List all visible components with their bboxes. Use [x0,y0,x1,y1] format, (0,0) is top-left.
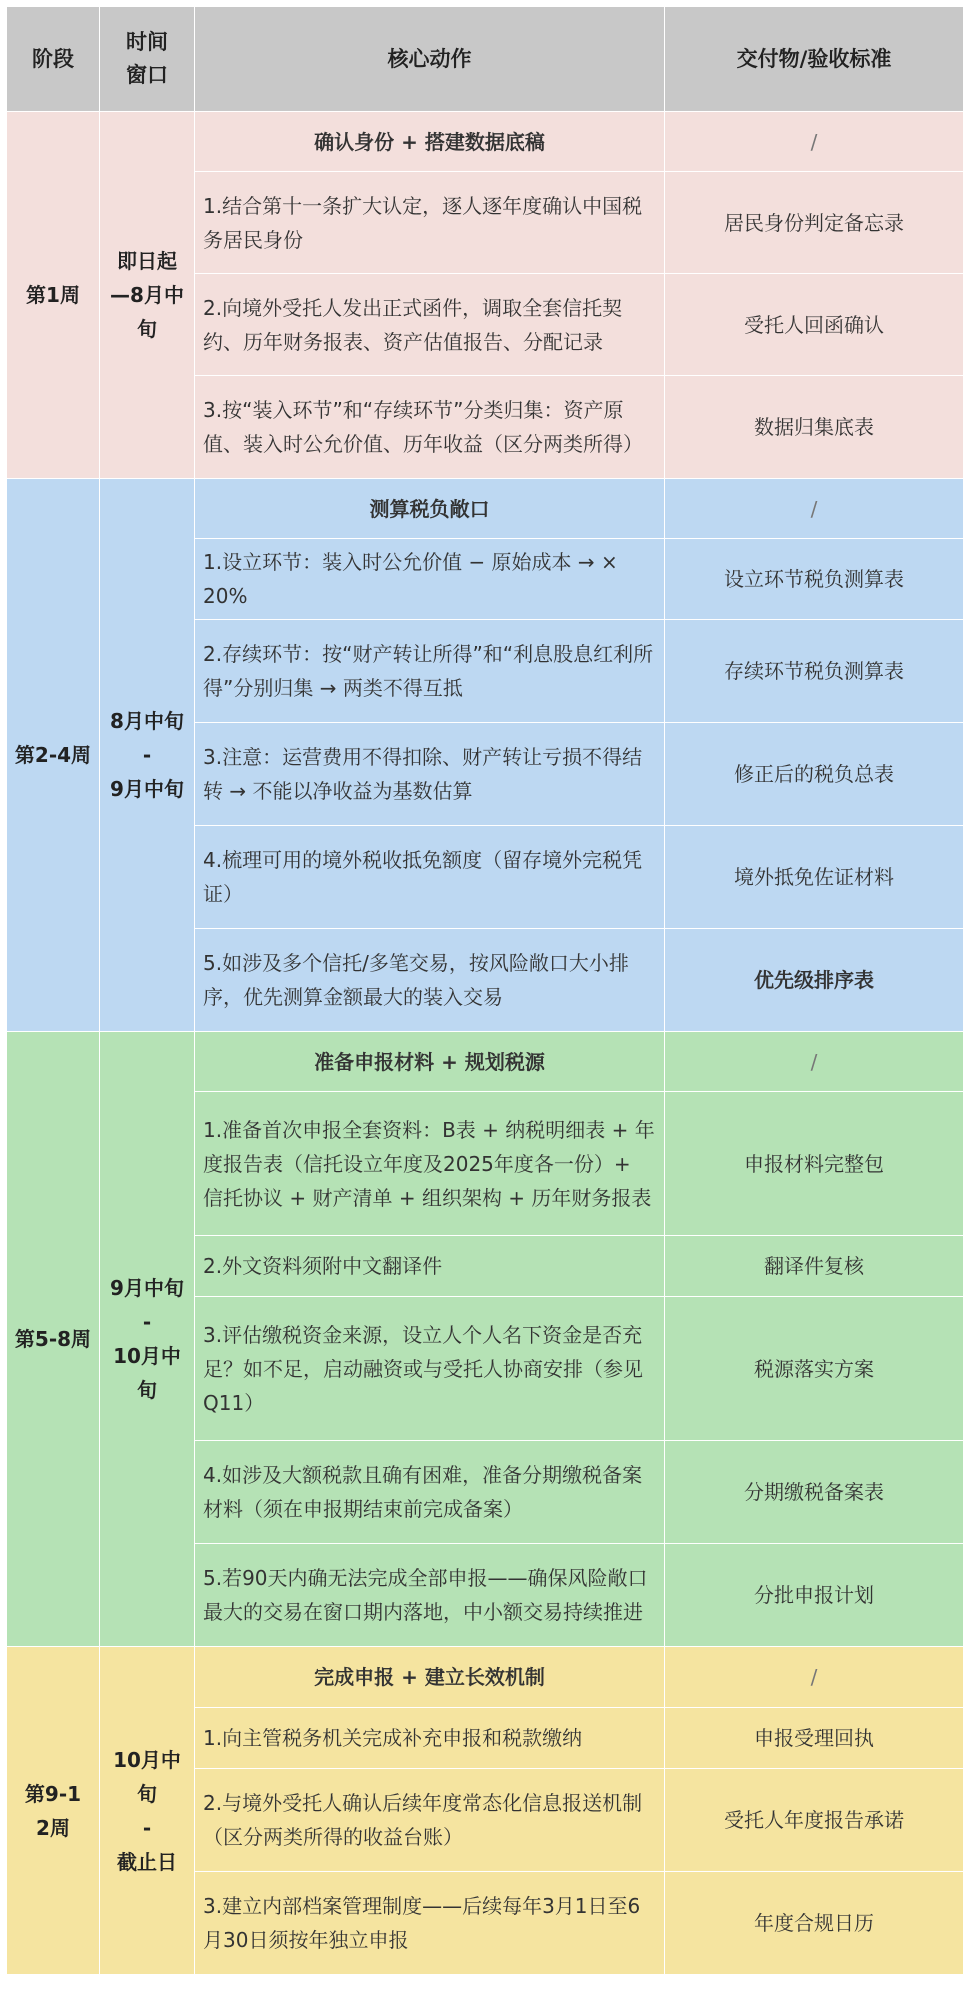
deliverable-cell: 设立环节税负测算表 [665,539,964,620]
action-cell: 2.存续环节：按“财产转让所得”和“利息股息红利所得”分别归集 → 两类不得互抵 [195,620,665,723]
action-cell: 1.准备首次申报全套资料：B表 + 纳税明细表 + 年度报告表（信托设立年度及2025年度各一份）+ 信托协议 + 财产清单 + 组织架构 + 历年财务报表 [195,1092,665,1236]
action-heading: 测算税负敞口 [195,479,665,539]
action-heading: 准备申报材料 + 规划税源 [195,1032,665,1092]
deliverable-cell: 申报材料完整包 [665,1092,964,1236]
action-cell: 1.向主管税务机关完成补充申报和税款缴纳 [195,1708,665,1769]
header-window-line1: 时间 [126,30,168,55]
deliverable-cell: 修正后的税负总表 [665,723,964,826]
deliverable-cell: 受托人年度报告承诺 [665,1769,964,1872]
deliverable-cell: 翻译件复核 [665,1236,964,1297]
deliverable-cell: 受托人回函确认 [665,274,964,376]
action-cell: 3.注意：运营费用不得扣除、财产转让亏损不得结转 → 不能以净收益为基数估算 [195,723,665,826]
action-cell: 1.结合第十一条扩大认定，逐人逐年度确认中国税务居民身份 [195,172,665,274]
table-body [7,112,964,1975]
table-header-row [7,7,964,112]
window-line: 10月中 [113,1747,181,1772]
header-action: 核心动作 [195,7,665,112]
window-cell [100,1032,195,1647]
header-window [100,7,195,112]
table-row [7,1032,964,1092]
stage-cell: 第1周 [7,112,100,479]
deliverable-cell: / [665,1647,964,1708]
window-line: —8月中 [110,283,184,307]
window-line: 10月中 [113,1344,181,1368]
stage-cell [7,1647,100,1975]
deliverable-cell: 优先级排序表 [665,929,964,1032]
action-cell: 3.建立内部档案管理制度——后续每年3月1日至6月30日须按年独立申报 [195,1872,665,1975]
deliverable-cell: 年度合规日历 [665,1872,964,1975]
header-stage: 阶段 [7,7,100,112]
action-cell: 3.按“装入环节”和“存续环节”分类归集：资产原值、装入时公允价值、历年收益（区分两类所得） [195,376,665,479]
table-row [7,479,964,539]
deliverable-cell: 税源落实方案 [665,1297,964,1441]
deliverable-cell: 申报受理回执 [665,1708,964,1769]
window-line: - [142,1310,152,1334]
window-cell [100,479,195,1032]
deliverable-cell: 数据归集底表 [665,376,964,479]
window-line: 即日起 [117,249,177,273]
deliverable-cell: / [665,479,964,539]
window-line: 9月中旬 [110,777,184,801]
action-cell: 3.评估缴税资金来源，设立人个人名下资金是否充足？如不足，启动融资或与受托人协商安排（参见Q11） [195,1297,665,1441]
action-cell: 2.外文资料须附中文翻译件 [195,1236,665,1297]
deliverable-cell: 分批申报计划 [665,1544,964,1647]
deliverable-cell: / [665,112,964,172]
window-line: - [142,743,152,767]
table-row [7,1647,964,1708]
action-cell: 5.如涉及多个信托/多笔交易，按风险敞口大小排序，优先测算金额最大的装入交易 [195,929,665,1032]
action-cell: 2.与境外受托人确认后续年度常态化信息报送机制（区分两类所得的收益台账） [195,1769,665,1872]
action-cell: 1.设立环节：装入时公允价值 − 原始成本 → × 20% [195,539,665,620]
action-cell: 4.梳理可用的境外税收抵免额度（留存境外完税凭证） [195,826,665,929]
action-cell: 5.若90天内确无法完成全部申报——确保风险敞口最大的交易在窗口期内落地，中小额交易持续推进 [195,1544,665,1647]
window-cell [100,112,195,479]
stage-cell: 第2-4周 [7,479,100,1032]
window-cell [100,1647,195,1975]
deliverable-cell: 存续环节税负测算表 [665,620,964,723]
window-line: 旬 [137,1378,157,1402]
window-line: 9月中旬 [110,1276,184,1300]
action-heading: 确认身份 + 搭建数据底稿 [195,112,665,172]
compliance-plan-table [6,6,964,1975]
header-deliverable: 交付物/验收标准 [665,7,964,112]
window-line: 旬 [137,1781,157,1806]
header-window-line2: 窗口 [126,63,168,87]
deliverable-cell: 境外抵免佐证材料 [665,826,964,929]
stage-label: 第9-12周 [24,1781,82,1840]
deliverable-cell: 居民身份判定备忘录 [665,172,964,274]
action-cell: 2.向境外受托人发出正式函件，调取全套信托契约、历年财务报表、资产估值报告、分配记录 [195,274,665,376]
table-row [7,112,964,172]
window-line: 旬 [137,317,157,341]
window-line: - [142,1815,152,1840]
deliverable-cell: 分期缴税备案表 [665,1441,964,1544]
deliverable-cell: / [665,1032,964,1092]
stage-cell: 第5-8周 [7,1032,100,1647]
action-cell: 4.如涉及大额税款且确有困难，准备分期缴税备案材料（须在申报期结束前完成备案） [195,1441,665,1544]
action-heading: 完成申报 + 建立长效机制 [195,1647,665,1708]
window-line: 8月中旬 [110,709,184,733]
window-line: 截止日 [117,1849,177,1874]
